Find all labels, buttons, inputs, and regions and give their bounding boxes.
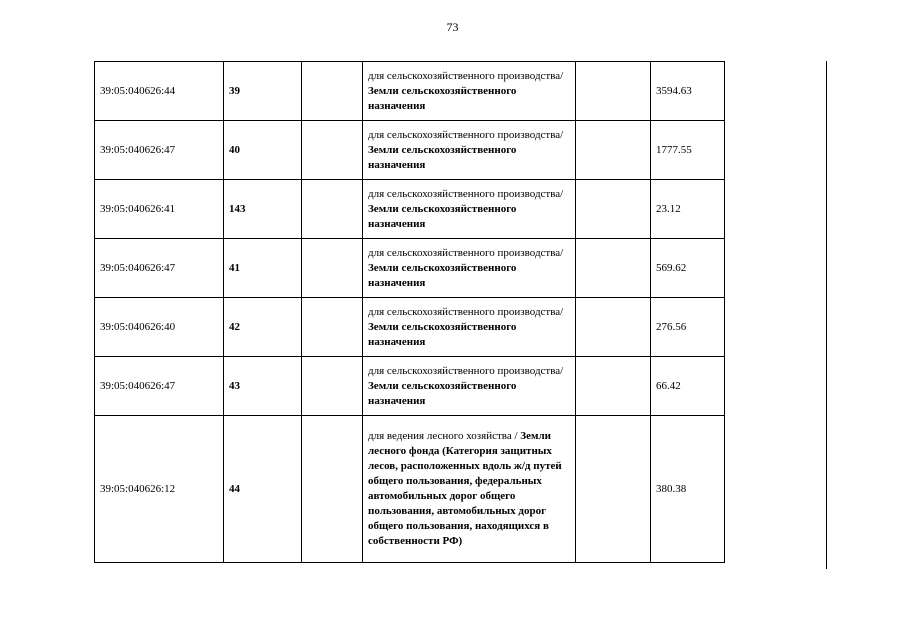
land-use-text: для сельскохозяйственного производства/ — [368, 364, 564, 377]
cadastral-number-cell: 39:05:040626:47 — [95, 121, 224, 180]
land-category-text: Земли лесного фонда (Категория защитных лесов, расположенных вдоль ж/д путей общего пользования, федеральных автомобильных дорог общего пользования, автомобильных дорог общего пользования, находящихся в собственности РФ) — [368, 430, 562, 547]
land-category-text: Земли сельскохозяйственного назначения — [368, 84, 517, 112]
empty-cell — [302, 416, 363, 563]
land-use-text: для сельскохозяйственного производства/ — [368, 187, 564, 200]
table-row — [95, 239, 725, 298]
margin-line — [826, 61, 827, 569]
plot-number-cell: 41 — [224, 239, 302, 298]
cadastral-number-cell: 39:05:040626:40 — [95, 298, 224, 357]
area-cell: 3594.63 — [651, 62, 725, 121]
empty-cell — [302, 357, 363, 416]
area-cell: 23.12 — [651, 180, 725, 239]
empty-cell — [576, 416, 651, 563]
land-use-cell — [363, 416, 576, 563]
area-cell: 1777.55 — [651, 121, 725, 180]
land-category-text: Земли сельскохозяйственного назначения — [368, 261, 517, 289]
cadastral-number-cell: 39:05:040626:41 — [95, 180, 224, 239]
empty-cell — [576, 121, 651, 180]
table-row — [95, 180, 725, 239]
land-category-text: Земли сельскохозяйственного назначения — [368, 143, 517, 171]
land-use-cell — [363, 357, 576, 416]
land-use-cell — [363, 180, 576, 239]
plot-number-cell: 42 — [224, 298, 302, 357]
empty-cell — [576, 180, 651, 239]
empty-cell — [576, 239, 651, 298]
table-row — [95, 121, 725, 180]
empty-cell — [302, 298, 363, 357]
land-category-text: Земли сельскохозяйственного назначения — [368, 320, 517, 348]
land-use-text: для сельскохозяйственного производства/ — [368, 246, 564, 259]
land-category-text: Земли сельскохозяйственного назначения — [368, 379, 517, 407]
area-cell: 569.62 — [651, 239, 725, 298]
empty-cell — [302, 239, 363, 298]
empty-cell — [576, 62, 651, 121]
land-plots-table — [94, 61, 725, 563]
land-use-cell — [363, 121, 576, 180]
empty-cell — [576, 357, 651, 416]
area-cell: 380.38 — [651, 416, 725, 563]
empty-cell — [302, 121, 363, 180]
land-use-cell — [363, 239, 576, 298]
plot-number-cell: 44 — [224, 416, 302, 563]
cadastral-number-cell: 39:05:040626:12 — [95, 416, 224, 563]
land-use-text: для сельскохозяйственного производства/ — [368, 305, 564, 318]
land-use-cell — [363, 62, 576, 121]
page-number: 73 — [446, 20, 459, 34]
table-row — [95, 298, 725, 357]
plot-number-cell: 43 — [224, 357, 302, 416]
area-cell: 276.56 — [651, 298, 725, 357]
table-row — [95, 357, 725, 416]
land-use-cell — [363, 298, 576, 357]
plot-number-cell: 40 — [224, 121, 302, 180]
land-category-text: Земли сельскохозяйственного назначения — [368, 202, 517, 230]
table-row — [95, 416, 725, 563]
cadastral-number-cell: 39:05:040626:47 — [95, 357, 224, 416]
land-use-text: для сельскохозяйственного производства/ — [368, 128, 564, 141]
empty-cell — [302, 62, 363, 121]
empty-cell — [302, 180, 363, 239]
land-use-text: для сельскохозяйственного производства/ — [368, 69, 564, 82]
empty-cell — [576, 298, 651, 357]
land-use-text: для ведения лесного хозяйства / — [368, 430, 521, 442]
area-cell: 66.42 — [651, 357, 725, 416]
cadastral-number-cell: 39:05:040626:44 — [95, 62, 224, 121]
plot-number-cell: 143 — [224, 180, 302, 239]
plot-number-cell: 39 — [224, 62, 302, 121]
table-row — [95, 62, 725, 121]
cadastral-number-cell: 39:05:040626:47 — [95, 239, 224, 298]
